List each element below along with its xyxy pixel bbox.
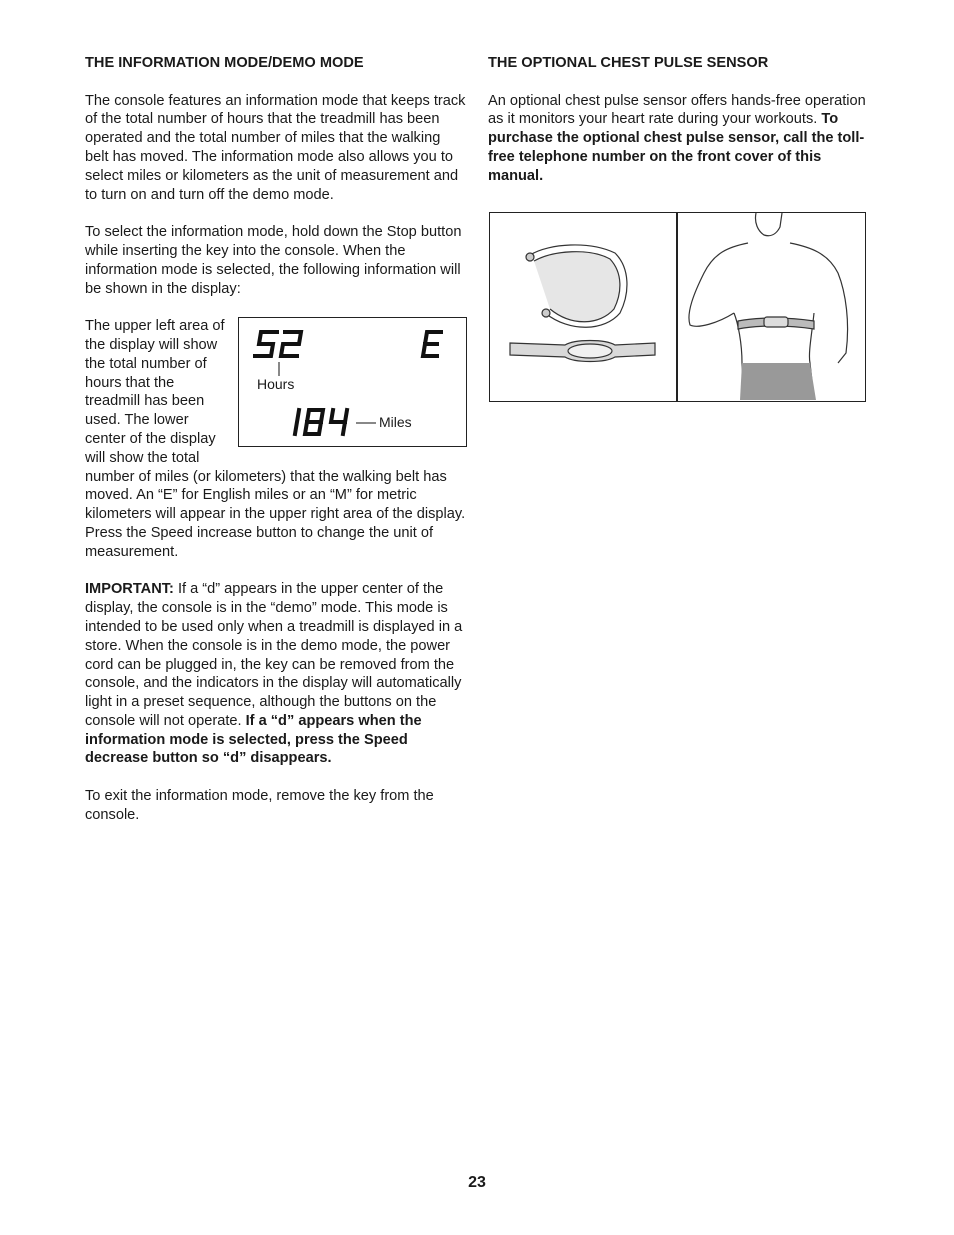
section-heading-information-mode: THE INFORMATION MODE/DEMO MODE [85,55,364,71]
page-number: 23 [468,1174,486,1191]
console-display-illustration [238,317,467,447]
paragraph-exit-mode: To exit the information mode, remove the key from the console. [85,788,434,823]
paragraph-important [85,580,467,768]
important-text: If a “d” appears in the upper center of the display, the console is in the “demo” mode. This mode is intended to be used only when a treadmill is displayed in a store. When the console is in the demo mode, the power cord can be plugged in, the key can be removed from the console, and the indicators in the display will automatically light in a preset sequence, although the buttons on the console will not operate. [85,581,463,729]
display-wrap-block [85,317,467,561]
chest-sensor-text: An optional chest pulse sensor offers hands-free operation as it monitors your heart rate during your workouts. [488,92,866,128]
important-label: IMPORTANT: [85,581,174,598]
miles-label: Miles [379,414,412,431]
paragraph-intro: The console features an information mode that keeps track of the total number of hours that the treadmill has been operated and the total number of miles that the walking belt has moved. The information mode also allows you to select miles or kilometers as the unit of measurement and to turn on and turn off the demo mode. [85,92,466,203]
section-heading-chest-sensor: THE OPTIONAL CHEST PULSE SENSOR [488,55,769,71]
paragraph-display-description: The upper left area of the display will show the total number of hours that the treadmill has been used. The lower center of the display will show the total number of miles (or kilometers) that the walking belt has moved. An “E” for English miles or an “M” for metric kilometers will appear in the upper right area of the display. Press the Speed increase button to change the unit of measurement. [85,318,466,560]
important-bold-text: If a “d” appears when the information mode is selected, press the Speed decrease button so “d” disappears. [85,712,422,767]
left-column [85,54,467,843]
person-wearing-sensor-illustration [678,213,866,400]
paragraph-select-mode: To select the information mode, hold down the Stop button while inserting the key into the console. When the information mode is selected, the following information will be shown in the display: [85,224,462,297]
chest-sensor-figure [489,212,866,402]
paragraph-chest-sensor [488,92,866,186]
hours-label: Hours [257,376,295,393]
right-column [488,54,866,204]
chest-strap-illustration [490,213,676,400]
chest-sensor-bold-text: To purchase the optional chest pulse sensor, call the toll-free telephone number on the front cover of this manual. [488,111,865,184]
